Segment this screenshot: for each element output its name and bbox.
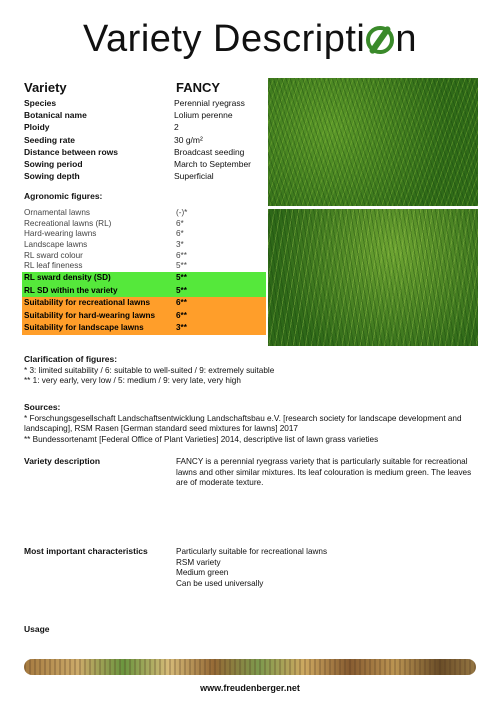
spec-row: Seeding rate 30 g/m² [24,134,203,145]
agronomic-heading: Agronomic figures: [24,191,103,201]
grass-photo-bottom [268,209,478,346]
agro-row-highlight: RL SD within the variety 5** [22,285,266,298]
spec-row: Ploidy 2 [24,122,179,133]
list-item: Particularly suitable for recreational lawns [176,547,328,556]
spec-table [24,97,264,182]
characteristics-list [176,547,476,589]
spec-row: Distance between rows Broadcast seeding [24,146,245,157]
variety-label: Variety [24,80,67,95]
agro-row: Recreational lawns (RL) 6* [24,218,184,228]
spec-row: Sowing depth Superficial [24,171,214,182]
agro-row-highlight: Suitability for landscape lawns 3** [22,322,266,335]
footer-link[interactable]: www.freudenberger.net [200,683,300,693]
agro-row-highlight: Suitability for recreational lawns 6** [22,297,266,310]
grass-photo-top [268,78,478,206]
agro-row: RL leaf fineness 5** [24,261,187,271]
agro-row: RL sward colour 6** [24,250,187,260]
list-item: Can be used universally [176,578,264,588]
list-item: RSM variety [176,557,221,567]
agro-row: Landscape lawns 3* [24,240,184,250]
agronomic-table [22,208,266,335]
agro-row: Hard-wearing lawns 6* [24,229,184,239]
leaf-logo-icon [366,26,394,54]
variety-value: FANCY [176,80,221,95]
agro-row-highlight: Suitability for hard-wearing lawns 6** [22,310,266,323]
variety-description-label: Variety description [24,456,101,466]
characteristics-label: Most important characteristics [24,546,148,556]
page-title: Variety Descripti n [83,18,417,60]
seed-strip-image [24,659,476,675]
sources-section: Sources: * Forschungsgesellschaft Landschaftsentwicklung Landschaftsbau e.V. [research society for landscape development and landscaping], RSM Rasen [German standard seed mixtures for lawns] 2017 ** Bundessortenamt [Federal Office of Plant Varieties] 2014, descriptive list of lawn grass varieties [24,402,462,444]
agro-row: Ornamental lawns (-)* [24,208,188,217]
agro-row-highlight: RL sward density (SD) 5** [22,272,266,285]
spec-row: Botanical name Lolium perenne [24,110,233,121]
usage-label: Usage [24,624,50,634]
spec-row: Sowing period March to September [24,159,252,170]
list-item: Medium green [176,568,229,577]
spec-row: Species Perennial ryegrass [24,98,245,108]
variety-description-text: FANCY is a perennial ryegrass variety that is particularly suitable for recreational lawns and other similar mixtures. Its leaf colouration is medium green. The leaves are of moderate texture. [176,457,472,487]
clarification-section: Clarification of figures: * 3: limited suitability / 6: suitable to well-suited / 9: extremely suitable ** 1: very early, very low / 5: medium / 9: very late, very high [24,354,275,385]
